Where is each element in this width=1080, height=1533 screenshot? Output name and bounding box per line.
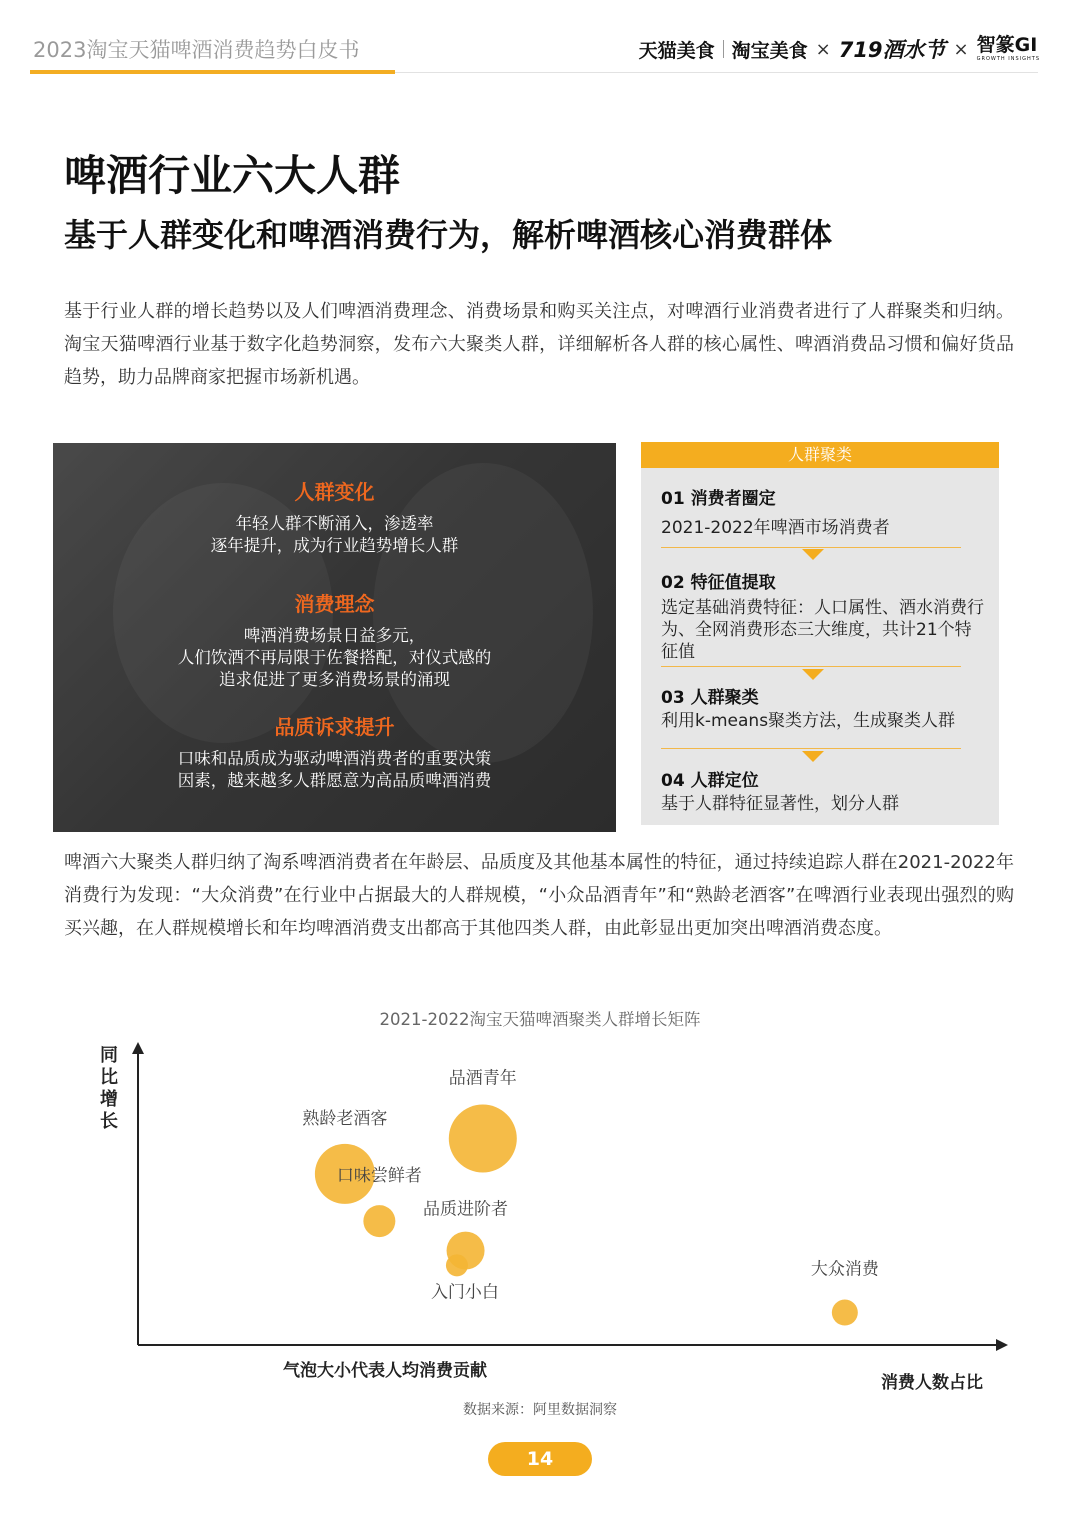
photo-block-line: 逐年提升，成为行业趋势增长人群 bbox=[210, 536, 459, 555]
bubble-label: 口味尝鲜者 bbox=[336, 1166, 422, 1187]
brand-tmall-food: 天猫美食 bbox=[638, 39, 715, 62]
step-desc: 基于人群特征显著性，划分人群 bbox=[661, 794, 899, 814]
header-title: 2023淘宝天猫啤酒消费趋势白皮书 bbox=[33, 38, 360, 62]
brand-taobao-food: 淘宝美食 bbox=[731, 39, 808, 62]
bubble-point bbox=[832, 1300, 858, 1326]
bubble-label: 品质进阶者 bbox=[423, 1199, 509, 1220]
page-subtitle: 基于人群变化和啤酒消费行为，解析啤酒核心消费群体 bbox=[64, 216, 833, 254]
step-title: 03 人群聚类 bbox=[661, 688, 759, 708]
photo-block-heading: 人群变化 bbox=[294, 480, 375, 504]
data-source: 数据来源：阿里数据洞察 bbox=[463, 1402, 617, 1418]
step-desc: 利用k-means聚类方法，生成聚类人群 bbox=[661, 711, 956, 731]
photo-block-heading: 品质诉求提升 bbox=[274, 715, 395, 739]
page-number: 14 bbox=[488, 1442, 592, 1476]
photo-block-line: 人们饮酒不再局限于佐餐搭配，对仪式感的 bbox=[177, 648, 492, 667]
photo-block-line: 啤酒消费场景日益多元， bbox=[243, 626, 426, 645]
bubble-point bbox=[363, 1205, 395, 1237]
photo-block-line: 年轻人群不断涌入，渗透率 bbox=[235, 514, 434, 533]
brand-719-festival: 719酒水节 bbox=[838, 38, 946, 62]
photo-block-line: 因素，越来越多人群愿意为高品质啤酒消费 bbox=[177, 771, 492, 790]
photo-block-line: 追求促进了更多消费场景的涌现 bbox=[219, 670, 450, 689]
bubble-point bbox=[449, 1105, 517, 1173]
bubble-label: 大众消费 bbox=[810, 1259, 879, 1280]
step-title: 04 人群定位 bbox=[661, 771, 759, 791]
chart-size-legend: 气泡大小代表人均消费贡献 bbox=[283, 1361, 487, 1381]
step-title: 01 消费者圈定 bbox=[661, 489, 776, 509]
brand-zhizhuan-name: 智篆GI bbox=[976, 34, 1038, 56]
chart-x-axis-label: 消费人数占比 bbox=[881, 1373, 983, 1393]
chart-title: 2021-2022淘宝天猫啤酒聚类人群增长矩阵 bbox=[379, 1010, 701, 1029]
summary-paragraph: 啤酒六大聚类人群归纳了淘系啤酒消费者在年龄层、品质度及其他基本属性的特征，通过持续追踪人群在2021-2022年消费行为发现：“大众消费”在行业中占据最大的人群规模，“小众品酒青年”和“熟龄老酒客”在啤酒行业表现出强烈的购买兴趣，在人群规模增长和年均啤酒消费支出都高于其他四类人群，由此彰显出更加突出啤酒消费态度。 bbox=[64, 852, 1014, 939]
brand-zhizhuan-sub: GROWTH INSIGHTS bbox=[976, 56, 1040, 62]
page-title: 啤酒行业六大人群 bbox=[64, 151, 401, 200]
bubble-point bbox=[446, 1254, 468, 1276]
photo-block-line: 口味和品质成为驱动啤酒消费者的重要决策 bbox=[177, 749, 492, 768]
bubble-label: 品酒青年 bbox=[448, 1068, 517, 1089]
bubble-label: 熟龄老酒客 bbox=[302, 1108, 388, 1129]
step-desc: 2021-2022年啤酒市场消费者 bbox=[661, 518, 890, 538]
step-title: 02 特征值提取 bbox=[661, 573, 776, 593]
bubble-label: 入门小白 bbox=[430, 1282, 499, 1303]
x-axis-arrow-icon bbox=[996, 1339, 1008, 1351]
y-axis-arrow-icon bbox=[132, 1042, 144, 1054]
intro-paragraph: 基于行业人群的增长趋势以及人们啤酒消费理念、消费场景和购买关注点，对啤酒行业消费者进行了人群聚类和归纳。淘宝天猫啤酒行业基于数字化趋势洞察，发布六大聚类人群，详细解析各人群的核心属性、啤酒消费品习惯和偏好货品趋势，助力品牌商家把握市场新机遇。 bbox=[64, 301, 1014, 388]
brand-cross: × bbox=[953, 38, 969, 60]
step-desc: 选定基础消费特征：人口属性、酒水消费行为、全网消费形态三大维度，共计21个特征值 bbox=[661, 598, 984, 662]
chart-y-axis-label: 同比增长 bbox=[100, 1045, 118, 1132]
brand-cross: × bbox=[815, 38, 831, 60]
photo-block-heading: 消费理念 bbox=[294, 592, 375, 616]
cluster-panel-heading: 人群聚类 bbox=[641, 442, 999, 468]
